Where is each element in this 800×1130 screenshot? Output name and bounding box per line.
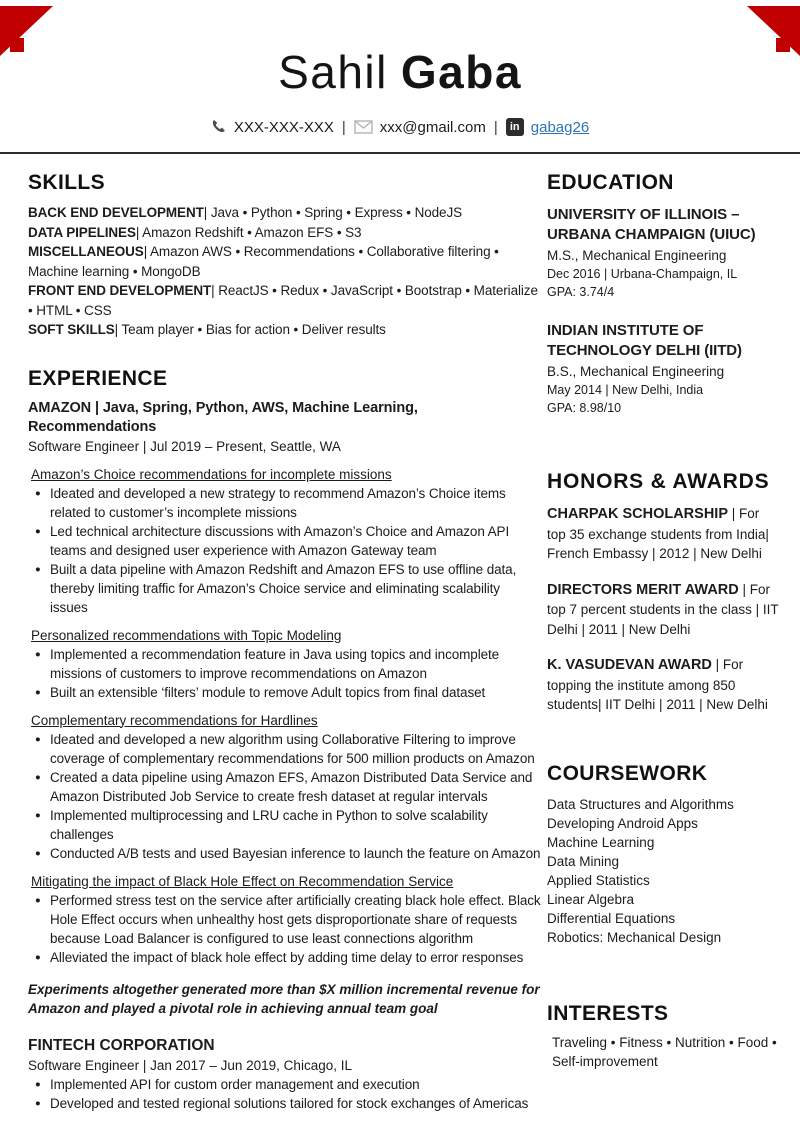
linkedin-icon: in: [506, 118, 524, 136]
bullet-list: [28, 484, 541, 617]
project-heading: Mitigating the impact of Black Hole Effect on Recommendation Service: [31, 873, 454, 889]
award-entry: CHARPAK SCHOLARSHIP | For top 35 exchange students from India| French Embassy | 2012 | New Delhi: [547, 506, 769, 561]
course-item: Robotics: Mechanical Design: [547, 929, 722, 945]
school-name: UNIVERSITY OF ILLINOIS – URBANA CHAMPAIGN (UIUC): [547, 206, 756, 243]
skills-heading: SKILLS: [28, 171, 106, 194]
honors-heading: HONORS & AWARDS: [547, 470, 770, 493]
envelope-icon: [354, 120, 373, 134]
skills-list: [28, 203, 541, 340]
gpa: GPA: 3.74/4: [547, 285, 615, 299]
company-line-fintech: FINTECH CORPORATION: [28, 1036, 215, 1054]
bullet-item: ● Developed and tested regional solutions tailored for stock exchanges of Americas: [28, 1094, 541, 1113]
education-meta: May 2014 | New Delhi, India: [547, 383, 704, 397]
bullet-item: ● Created a data pipeline using Amazon EFS, Amazon Distributed Data Service and Amazon Distributed Job Service to create fresh dataset at regular intervals: [28, 768, 541, 806]
course-item: Differential Equations: [547, 910, 676, 926]
education-entry: [547, 205, 781, 301]
name-first: Sahil: [278, 46, 388, 98]
bullet-item: ● Implemented a recommendation feature in Java using topics and incomplete missions of customers to improve recommendations on Amazon: [28, 645, 541, 683]
page-title: [0, 46, 800, 98]
project-block: [28, 626, 541, 702]
education-heading: EDUCATION: [547, 171, 674, 194]
skill-line: DATA PIPELINES| Amazon Redshift • Amazon EFS • S3: [28, 224, 362, 240]
contact-row: [0, 118, 800, 136]
bullet-item: ● Implemented API for custom order management and execution: [28, 1075, 541, 1094]
project-block: [28, 465, 541, 617]
experience-heading: EXPERIENCE: [28, 366, 168, 390]
award-entry: DIRECTORS MERIT AWARD | For top 7 percent students in the class | IIT Delhi | 2011 | New Delhi: [547, 581, 779, 637]
project-block: [28, 872, 541, 967]
bullet-list: [28, 645, 541, 702]
course-item: Data Structures and Algorithms: [547, 796, 734, 812]
degree: M.S., Mechanical Engineering: [547, 248, 727, 263]
bullet-list: [28, 1075, 541, 1113]
course-item: Data Mining: [547, 853, 620, 869]
bullet-item: ● Ideated and developed a new strategy to recommend Amazon’s Choice items related to customer’s incomplete missions: [28, 484, 541, 522]
header-divider: [0, 152, 800, 154]
phone-icon: [211, 119, 227, 135]
project-heading: Personalized recommendations with Topic Modeling: [31, 627, 342, 643]
interests-heading: INTERESTS: [547, 1001, 669, 1025]
education-entry: [547, 321, 781, 417]
role-line-amazon: Software Engineer | Jul 2019 – Present, Seattle, WA: [28, 438, 341, 454]
right-column: [547, 170, 781, 1072]
bullet-item: ● Performed stress test on the service after artificially creating black hole effect. Black Hole Effect occurs when unhealthy host gets disproportionate share of requests because Load Balancer is configured to use least connections algorithm: [28, 891, 541, 948]
award-entry: K. VASUDEVAN AWARD | For topping the institute among 850 students| IIT Delhi | 2011 | New Delhi: [547, 657, 768, 712]
course-item: Machine Learning: [547, 834, 655, 850]
bullet-item: ● Led technical architecture discussions with Amazon’s Choice and Amazon API teams and designed user experience with Amazon Gateway team: [28, 522, 541, 560]
bullet-item: ● Conducted A/B tests and used Bayesian inference to launch the feature on Amazon: [28, 844, 541, 863]
degree: B.S., Mechanical Engineering: [547, 364, 725, 379]
name-last: Gaba: [400, 46, 522, 98]
course-item: Linear Algebra: [547, 891, 635, 907]
bullet-item: ● Ideated and developed a new algorithm using Collaborative Filtering to improve coverage of complementary recommendations for 500 million products on Amazon: [28, 730, 541, 768]
impact-note: Experiments altogether generated more than $X million incremental revenue for Amazon and played a pivotal role in achieving annual team goal: [28, 981, 540, 1016]
skill-line: MISCELLANEOUS| Amazon AWS • Recommendations • Collaborative filtering • Machine learning • MongoDB: [28, 244, 499, 279]
coursework-heading: COURSEWORK: [547, 761, 708, 785]
contact-separator: |: [341, 118, 346, 136]
course-item: Applied Statistics: [547, 872, 650, 888]
phone-number: XXX-XXX-XXX: [233, 118, 334, 136]
education-meta: Dec 2016 | Urbana-Champaign, IL: [547, 267, 738, 281]
project-block: [28, 711, 541, 863]
role-line-fintech: Software Engineer | Jan 2017 – Jun 2019, Chicago, IL: [28, 1057, 352, 1073]
email-address: xxx@gmail.com: [379, 118, 486, 136]
skill-line: FRONT END DEVELOPMENT| ReactJS • Redux • JavaScript • Bootstrap • Materialize • HTML • CSS: [28, 283, 538, 318]
award-name: K. VASUDEVAN AWARD: [547, 657, 712, 673]
coursework-list: [547, 795, 781, 947]
left-column: [28, 170, 541, 1113]
linkedin-link[interactable]: gabag26: [530, 118, 590, 136]
skill-line: BACK END DEVELOPMENT| Java • Python • Spring • Express • NodeJS: [28, 205, 462, 220]
award-name: CHARPAK SCHOLARSHIP: [547, 506, 728, 522]
project-heading: Amazon’s Choice recommendations for incomplete missions: [31, 466, 392, 482]
bullet-item: ● Alleviated the impact of black hole effect by adding time delay to error responses: [28, 948, 541, 967]
company-line-amazon: AMAZON | Java, Spring, Python, AWS, Machine Learning, Recommendations: [28, 399, 418, 435]
school-name: INDIAN INSTITUTE OF TECHNOLOGY DELHI (IITD): [547, 322, 742, 359]
interests-list: Traveling • Fitness • Nutrition • Food • Self-improvement: [552, 1034, 777, 1069]
skill-line: SOFT SKILLS| Team player • Bias for action • Deliver results: [28, 322, 386, 337]
bullet-item: ● Built a data pipeline with Amazon Redshift and Amazon EFS to use offline data, thereby limiting traffic for Amazon’s Choice service and eliminating scalability issues: [28, 560, 541, 617]
project-heading: Complementary recommendations for Hardlines: [31, 712, 318, 728]
gpa: GPA: 8.98/10: [547, 401, 622, 415]
bullet-item: ● Built an extensible ‘filters’ module to remove Adult topics from final dataset: [28, 683, 541, 702]
bullet-item: ● Implemented multiprocessing and LRU cache in Python to solve scalability challenges: [28, 806, 541, 844]
award-name: DIRECTORS MERIT AWARD: [547, 581, 739, 598]
bullet-list: [28, 891, 541, 967]
contact-separator: |: [493, 118, 498, 136]
course-item: Developing Android Apps: [547, 815, 698, 831]
bullet-list: [28, 730, 541, 863]
